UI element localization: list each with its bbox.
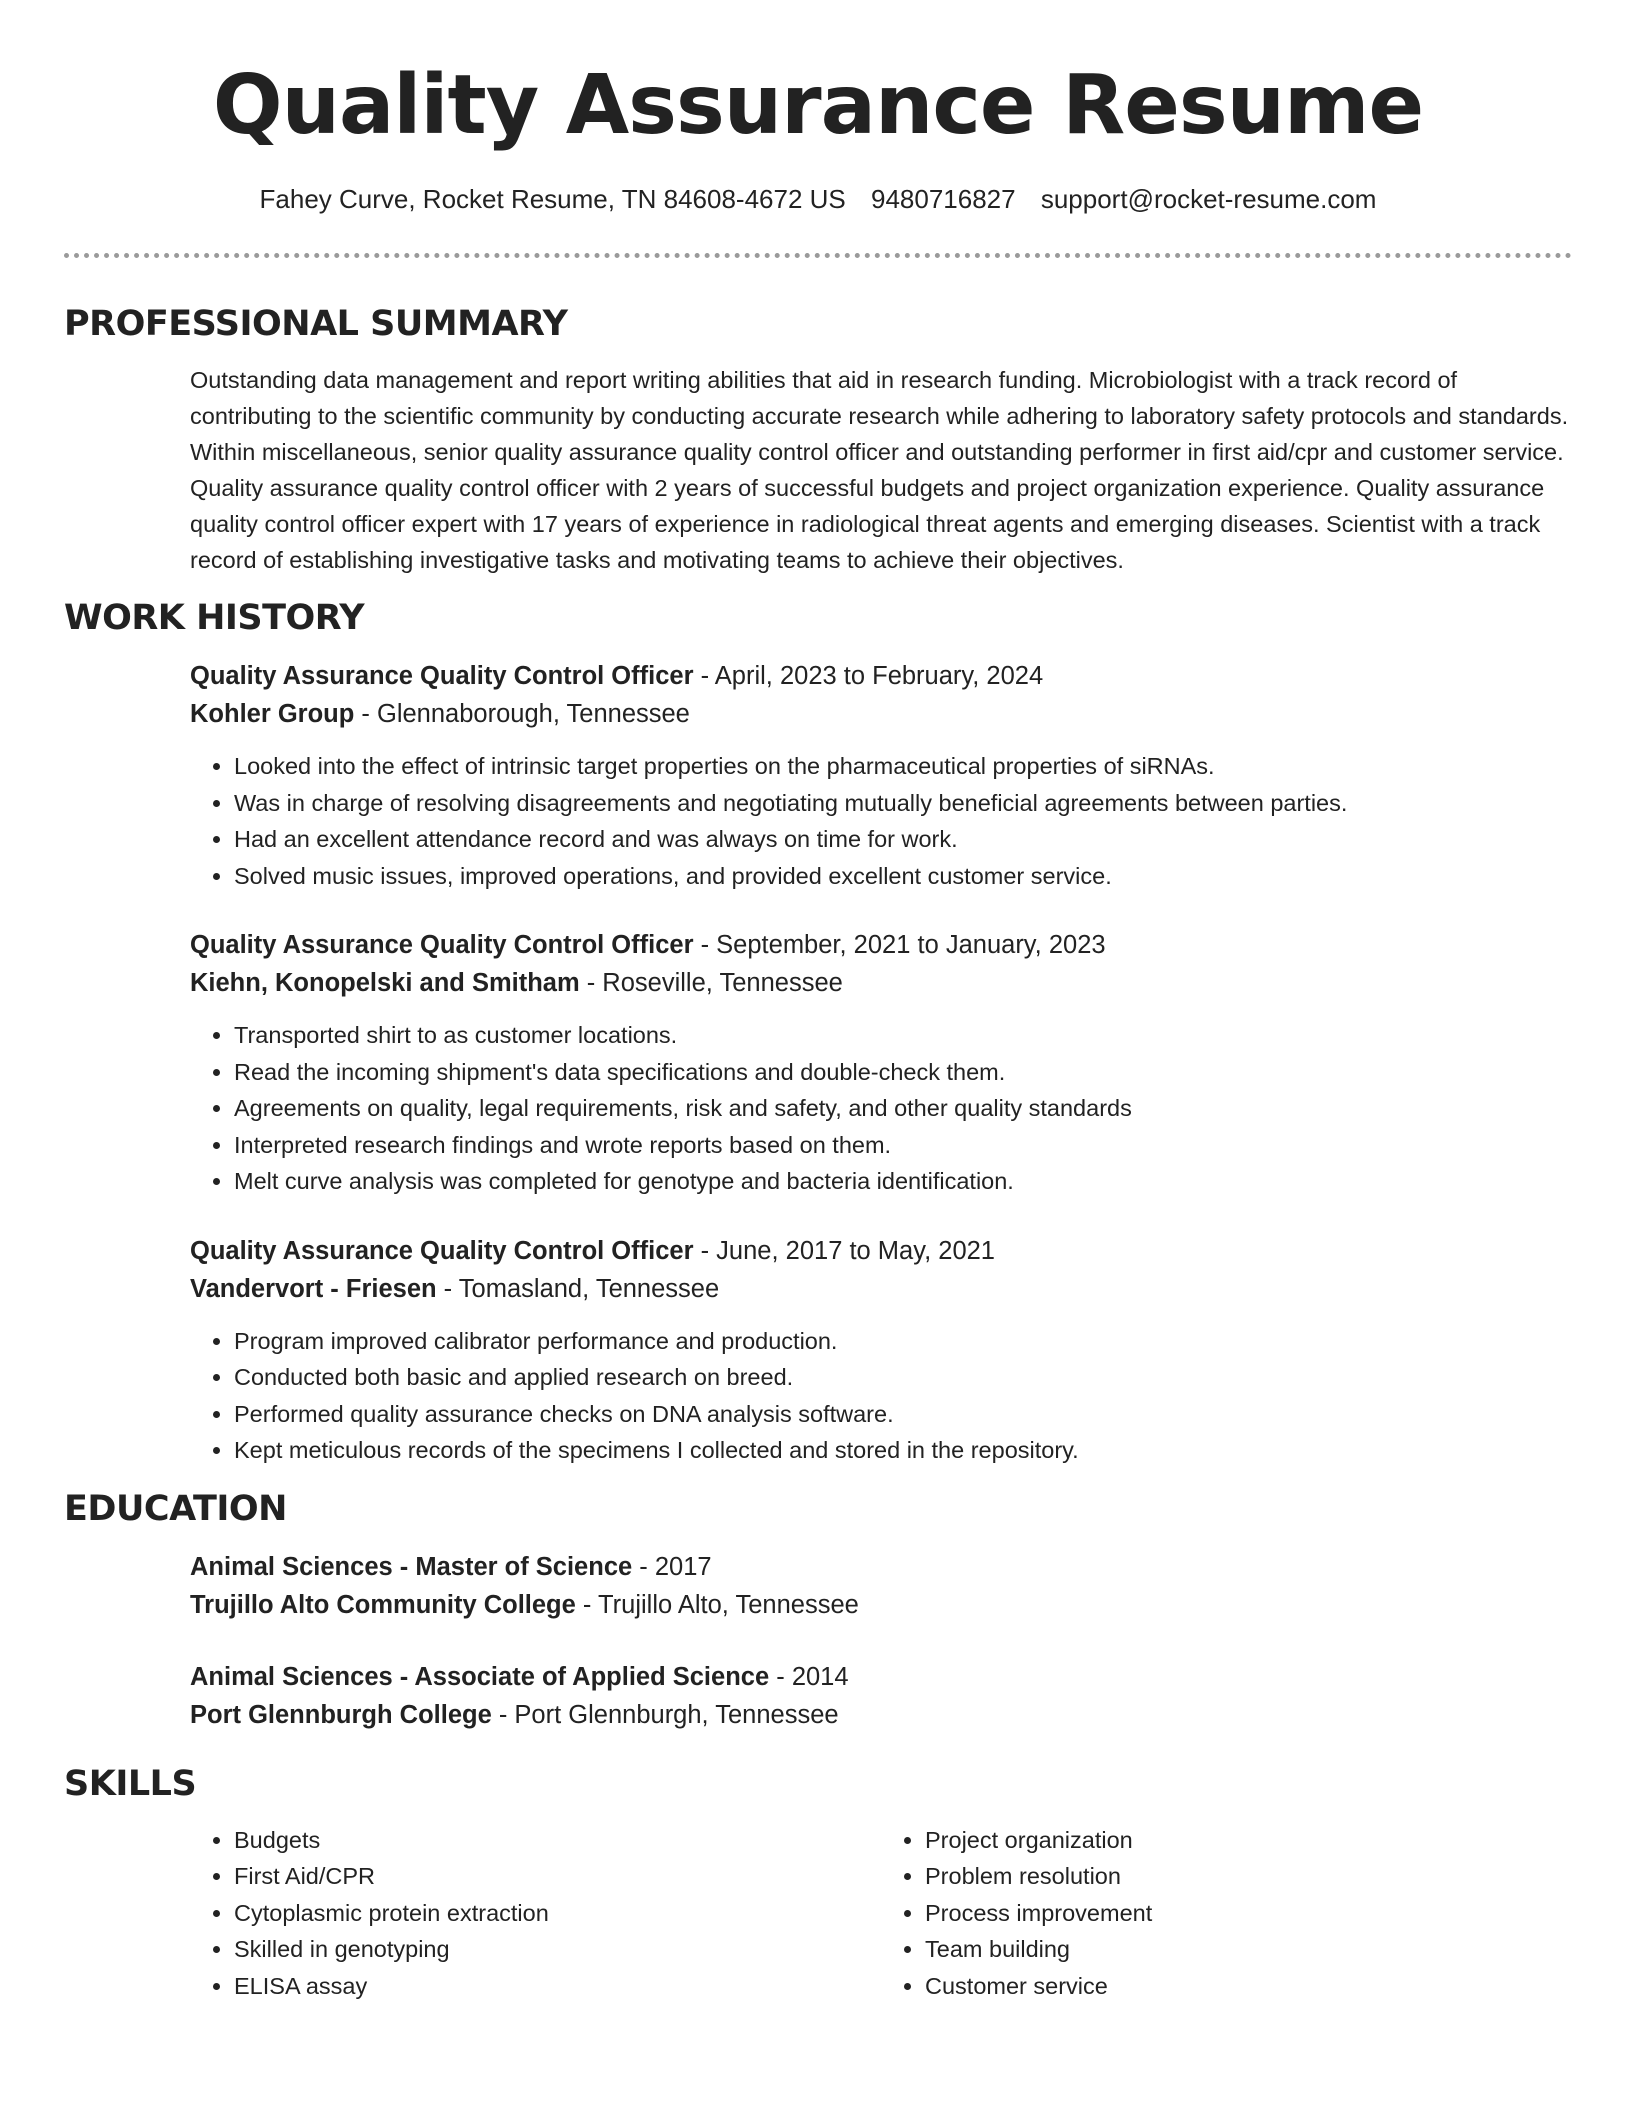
list-item: • Agreements on quality, legal requirements, risk and safety, and other quality standards [234, 1090, 1572, 1127]
list-item: • Performed quality assurance checks on DNA analysis software. [234, 1396, 1572, 1433]
education-school: Port Glennburgh College [190, 1700, 492, 1729]
job-location: - Tomasland, Tennessee [436, 1274, 720, 1303]
job-company: Kiehn, Konopelski and Smitham [190, 969, 580, 997]
list-item: • Transported shirt to as customer locations. [234, 1017, 1572, 1054]
job-bullets [190, 748, 1572, 894]
job-location: - Roseville, Tennessee [579, 969, 843, 997]
job-dates: - September, 2021 to January, 2023 [693, 931, 1106, 959]
contact-address: Fahey Curve, Rocket Resume, TN 84608-4672 US [259, 184, 846, 214]
job-entry [190, 1232, 1572, 1469]
job-bullets [190, 1323, 1572, 1469]
job-title-line [190, 657, 1572, 695]
work-history-heading: WORK HISTORY [64, 598, 365, 638]
list-item: • Conducted both basic and applied research on breed. [234, 1359, 1572, 1396]
job-company-line [190, 695, 1572, 733]
job-bullets [190, 1017, 1572, 1200]
contact-line [64, 182, 1572, 216]
list-item: • Interpreted research findings and wrote reports based on them. [234, 1127, 1572, 1164]
job-dates: - April, 2023 to February, 2024 [693, 662, 1044, 690]
summary-section [190, 362, 1572, 578]
job-company-line [190, 1270, 1572, 1308]
resume-title: Quality Assurance Resume [212, 58, 1424, 153]
education-heading: EDUCATION [64, 1488, 287, 1529]
summary-text: Outstanding data management and report writing abilities that aid in research funding. Microbiologist with a track record of contributing to the scientific community by conducting accurate research while adhering to laboratory safety protocols and standards. Within miscellaneous, senior quality assurance quality control officer and outstanding performer in first aid/cpr and customer service. Quality assurance quality control officer with 2 years of successful budgets and project organization experience. Quality assurance quality control officer expert with 17 years of experience in radiological threat agents and emerging diseases. Scientist with a track record of establishing investigative tasks and motivating teams to achieve their objectives. [190, 367, 1569, 573]
education-degree-line [190, 1548, 1572, 1586]
list-item: • Had an excellent attendance record and was always on time for work. [234, 821, 1572, 858]
job-title-line [190, 926, 1572, 964]
education-entry [190, 1658, 1572, 1734]
skill-item: • Team building [925, 1931, 1572, 1968]
contact-email: support@rocket-resume.com [1040, 184, 1377, 214]
skill-item: • Customer service [925, 1968, 1572, 2005]
job-entry [190, 657, 1572, 894]
education-year: - 2014 [769, 1662, 849, 1691]
skill-item: • ELISA assay [234, 1968, 881, 2005]
job-title: Quality Assurance Quality Control Officer [190, 1236, 694, 1265]
job-entry [190, 926, 1572, 1200]
skill-item: • Process improvement [925, 1895, 1572, 1932]
job-company: Kohler Group [190, 700, 355, 728]
education-degree: Animal Sciences - Master of Science [190, 1552, 633, 1581]
job-company-line [190, 964, 1572, 1002]
contact-phone: 9480716827 [871, 184, 1016, 214]
skills-heading: SKILLS [64, 1763, 197, 1804]
summary-heading: PROFESSIONAL SUMMARY [64, 304, 568, 344]
job-location: - Glennaborough, Tennessee [354, 700, 690, 728]
skill-item: • Cytoplasmic protein extraction [234, 1895, 881, 1932]
job-title: Quality Assurance Quality Control Officer [190, 931, 694, 959]
job-title: Quality Assurance Quality Control Officer [190, 662, 694, 690]
education-school-line [190, 1586, 1572, 1624]
job-title-line [190, 1232, 1572, 1270]
skills-list-right [881, 1822, 1572, 2005]
skills-section [190, 1822, 1572, 2005]
education-degree-line [190, 1658, 1572, 1696]
education-school: Trujillo Alto Community College [190, 1590, 576, 1619]
education-entry [190, 1548, 1572, 1624]
education-school-line [190, 1696, 1572, 1734]
list-item: • Was in charge of resolving disagreements and negotiating mutually beneficial agreements between parties. [234, 785, 1572, 822]
education-year: - 2017 [632, 1552, 712, 1581]
skills-list-left [190, 1822, 881, 2005]
resume-page [64, 0, 1572, 2004]
header-divider [64, 253, 1572, 258]
job-company: Vandervort - Friesen [190, 1274, 437, 1303]
job-dates: - June, 2017 to May, 2021 [693, 1236, 995, 1265]
skill-item: • Budgets [234, 1822, 881, 1859]
list-item: • Looked into the effect of intrinsic target properties on the pharmaceutical properties of siRNAs. [234, 748, 1572, 785]
skill-item: • Project organization [925, 1822, 1572, 1859]
list-item: • Melt curve analysis was completed for genotype and bacteria identification. [234, 1163, 1572, 1200]
list-item: • Read the incoming shipment's data specifications and double-check them. [234, 1054, 1572, 1091]
skill-item: • Problem resolution [925, 1858, 1572, 1895]
education-location: - Port Glennburgh, Tennessee [491, 1700, 839, 1729]
skill-item: • First Aid/CPR [234, 1858, 881, 1895]
education-degree: Animal Sciences - Associate of Applied Science [190, 1662, 770, 1691]
education-location: - Trujillo Alto, Tennessee [575, 1590, 859, 1619]
list-item: • Program improved calibrator performance and production. [234, 1323, 1572, 1360]
list-item: • Kept meticulous records of the specimens I collected and stored in the repository. [234, 1432, 1572, 1469]
skill-item: • Skilled in genotyping [234, 1931, 881, 1968]
list-item: • Solved music issues, improved operations, and provided excellent customer service. [234, 858, 1572, 895]
